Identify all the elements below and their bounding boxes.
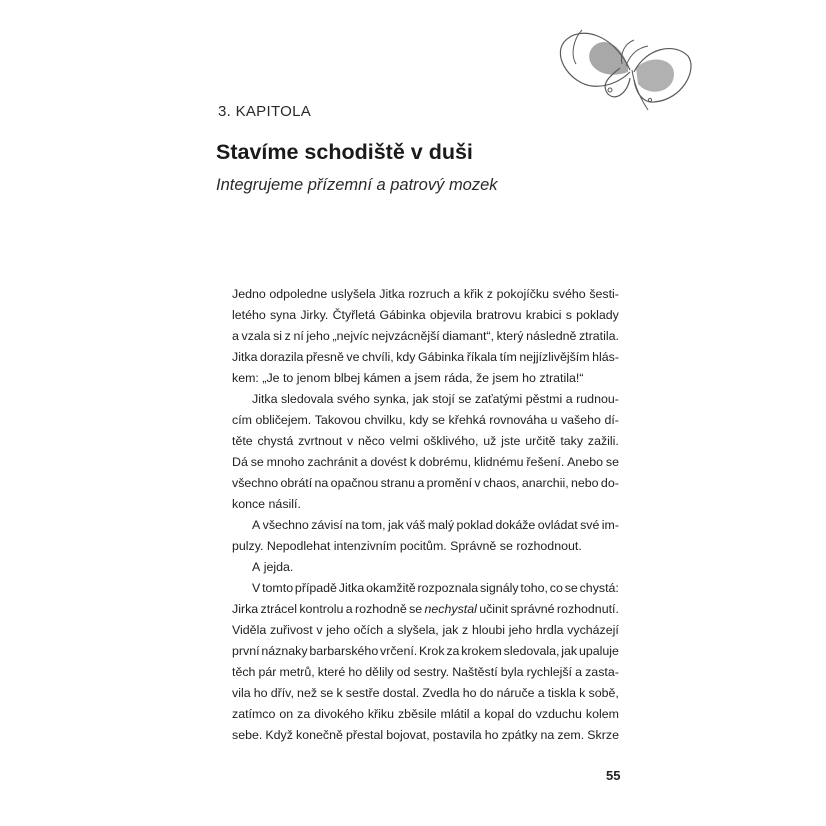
text-line: V tomto případě Jitka okamžitě rozpoznala signály toho, co se chystá:	[252, 581, 619, 595]
text-line: Dá se mnoho zachránit a dovést k dobrému, klidnému řešení. Anebo se	[232, 455, 619, 469]
text-line: vila ho dřív, než se k sestře dostal. Zvedla ho do náruče a tiskla k sobě,	[232, 686, 619, 700]
text-line: všechno obrátí na opačnou stranu a promění v chaos, anarchii, nebo do-	[232, 476, 619, 490]
text-line: Jedno odpoledne uslyšela Jitka rozruch a křik z pokojíčku svého šesti-	[232, 287, 619, 301]
text-line: zatímco on za divokého křiku zběsile mlátil a kopal do vzduchu kolem	[232, 707, 619, 721]
text-line: pulzy. Nepodlehat intenzivním pocitům. Správně se rozhodnout.	[232, 539, 582, 553]
text-line: první náznaky barbarského vrčení. Krok za krokem sledovala, jak upaluje	[232, 644, 619, 658]
text-line: těch pár metrů, které ho dělily od sestry. Naštěstí byla rychlejší a zasta-	[232, 665, 619, 679]
page-number: 55	[606, 768, 621, 783]
body-text	[232, 284, 619, 746]
text-line: Jirka ztrácel kontrolu a rozhodně se nechystal učinit správné rozhodnutí.	[232, 602, 619, 616]
text-line: konce násilí.	[232, 497, 301, 511]
text-line: těte chystá zvrtnout v něco velmi ošklivého, už jste určitě taky zažili.	[232, 434, 619, 448]
text-line: sebe. Když konečně přestal bojovat, postavila ho zpátky na zem. Skrze	[232, 728, 619, 742]
chapter-title: Stavíme schodiště v duši	[216, 140, 473, 164]
chapter-subtitle: Integrujeme přízemní a patrový mozek	[216, 176, 498, 194]
text-line: A všechno závisí na tom, jak váš malý poklad dokáže ovládat své im-	[252, 518, 619, 532]
text-line: Jitka dorazila přesně ve chvíli, kdy Gábinka říkala tím nejjízlivějším hlás-	[232, 350, 619, 364]
text-line: cím obličejem. Takovou chvilku, kdy se křehká rovnováha u vašeho dí-	[232, 413, 619, 427]
text-line: A jejda.	[252, 560, 294, 574]
text-line: letého syna Jirky. Čtyřletá Gábinka objevila bratrovu krabici s poklady	[232, 308, 619, 322]
text-line: Jitka sledovala svého synka, jak stojí se zaťatými pěstmi a rudnou-	[252, 392, 619, 406]
text-line: Viděla zuřivost v jeho očích a slyšela, jak z hloubi jeho hrdla vycházejí	[232, 623, 619, 637]
chapter-label: 3. KAPITOLA	[218, 103, 312, 120]
butterfly-ornament-icon	[550, 14, 700, 114]
text-line: a vzala si z ní jeho „nejvíc nejvzácnější diamant“, který následně ztratila.	[232, 329, 619, 343]
text-line: kem: „Je to jenom blbej kámen a jsem ráda, že jsem ho ztratila!“	[232, 371, 584, 385]
